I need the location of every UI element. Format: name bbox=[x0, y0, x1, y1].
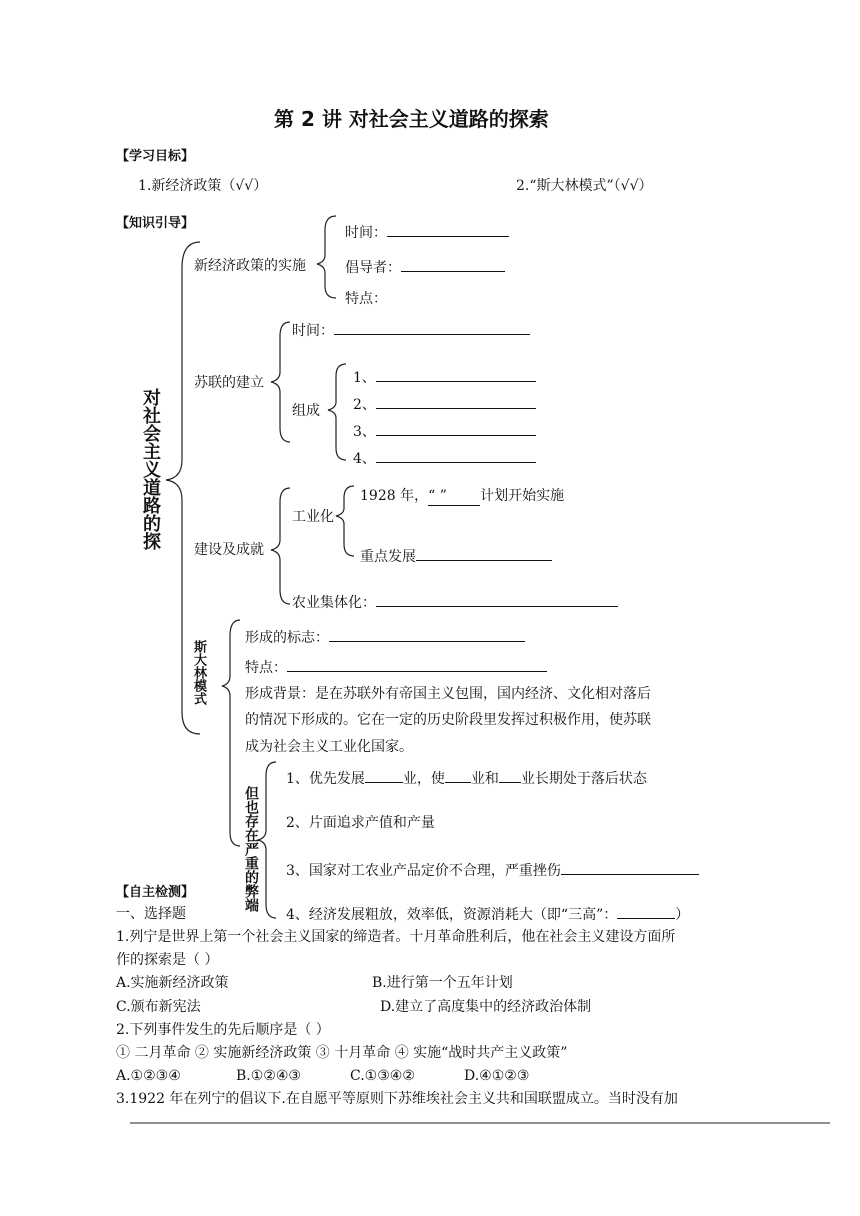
ussr-time bbox=[292, 320, 530, 340]
stalin-background-2: 的情况下形成的。它在一定的历史阶段里发挥过积极作用，使苏联 bbox=[245, 712, 651, 728]
ussr-item-2-num: 2、 bbox=[353, 397, 376, 413]
stalin-features-blank bbox=[287, 657, 547, 672]
plan-suffix: 计划开始实施 bbox=[480, 488, 565, 504]
ussr-label: 苏联的建立 bbox=[194, 375, 264, 391]
ussr-item-4 bbox=[353, 448, 536, 468]
section-multiple-choice: 一、选择题 bbox=[116, 906, 186, 922]
q1-option-c: C.颁布新宪法 bbox=[116, 999, 201, 1015]
agri-label: 农业集体化： bbox=[292, 595, 376, 611]
knowledge-guide-header: 【知识引导】 bbox=[116, 216, 195, 231]
nep-advocate bbox=[345, 257, 505, 277]
drawback-4-close: ） bbox=[675, 907, 690, 923]
q1-stem-line2: 作的探索是（ ） bbox=[116, 952, 219, 968]
q1-option-d: D.建立了高度集中的经济政治体制 bbox=[380, 999, 592, 1015]
stalin-model-label: 斯大林模式 bbox=[191, 640, 206, 705]
q2-stem: 2.下列事件发生的先后顺序是（ ） bbox=[116, 1022, 330, 1038]
drawbacks-label: 但也存在严重的弊端 bbox=[243, 786, 259, 912]
focus-blank bbox=[416, 546, 552, 561]
nep-time-blank bbox=[387, 222, 509, 237]
nep-advocate-label: 倡导者： bbox=[345, 260, 401, 276]
q2-option-a: A.①②③④ bbox=[116, 1068, 181, 1084]
learning-goals-header: 【学习目标】 bbox=[116, 149, 195, 164]
drawback-3 bbox=[286, 860, 699, 880]
nep-label: 新经济政策的实施 bbox=[194, 258, 306, 274]
construction-label: 建设及成就 bbox=[194, 542, 264, 558]
q2-option-d: D.④①②③ bbox=[464, 1068, 530, 1084]
ussr-item-3-blank bbox=[376, 421, 536, 436]
stalin-formation-blank bbox=[329, 627, 525, 642]
drawback-4-blank bbox=[617, 904, 675, 919]
industrialization-label: 工业化 bbox=[292, 509, 334, 525]
drawback-3-blank bbox=[561, 860, 699, 875]
drawback-2: 2、片面追求产值和产量 bbox=[286, 815, 435, 831]
learning-goal-2: 2.“斯大林模式”（√√） bbox=[516, 178, 653, 194]
ussr-item-2 bbox=[353, 394, 536, 414]
ussr-composition-label: 组成 bbox=[292, 403, 320, 419]
q2-option-c: C.①③④② bbox=[350, 1068, 415, 1084]
ussr-item-1 bbox=[353, 367, 536, 387]
ussr-item-3-num: 3、 bbox=[353, 424, 376, 440]
plan-year: 1928 年， bbox=[360, 488, 429, 504]
drawback-1-b: 业，使 bbox=[402, 771, 445, 787]
drawback-1-blank-1 bbox=[365, 768, 403, 783]
drawback-1 bbox=[286, 768, 647, 788]
nep-time-label: 时间： bbox=[345, 225, 387, 241]
focus-development bbox=[360, 546, 552, 566]
stalin-formation-label: 形成的标志： bbox=[245, 630, 329, 646]
ussr-item-1-num: 1、 bbox=[353, 370, 376, 386]
q2-events: ① 二月革命 ② 实施新经济政策 ③ 十月革命 ④ 实施“战时共产主义政策” bbox=[116, 1045, 568, 1061]
drawback-3-text: 3、国家对工农业产品定价不合理，严重挫伤 bbox=[286, 863, 561, 879]
ussr-item-4-blank bbox=[376, 448, 536, 463]
q1-stem-line1: 1.列宁是世界上第一个社会主义国家的缔造者。十月革命胜利后，他在社会主义建设方面所 bbox=[116, 929, 676, 945]
stalin-background-1: 形成背景：是在苏联外有帝国主义包围，国内经济、文化相对落后 bbox=[245, 686, 651, 702]
ussr-time-blank bbox=[334, 320, 530, 335]
drawback-1-a: 1、优先发展 bbox=[286, 771, 365, 787]
agri-blank bbox=[376, 592, 618, 607]
root-topic-label: 对社会主义道路的探 bbox=[140, 388, 161, 550]
agri-collectivization bbox=[292, 592, 618, 612]
ussr-time-label: 时间： bbox=[292, 323, 334, 339]
drawback-1-blank-3 bbox=[499, 768, 521, 783]
self-test-header: 【自主检测】 bbox=[116, 885, 195, 900]
drawback-4 bbox=[286, 904, 689, 924]
q2-option-b: B.①②④③ bbox=[236, 1068, 301, 1084]
stalin-features-label: 特点： bbox=[245, 660, 287, 676]
nep-advocate-blank bbox=[401, 257, 505, 272]
q1-option-b: B.进行第一个五年计划 bbox=[372, 975, 513, 991]
stalin-background-3: 成为社会主义工业化国家。 bbox=[245, 739, 413, 755]
stalin-features bbox=[245, 657, 547, 677]
q3-stem-line1: 3.1922 年在列宁的倡议下.在自愿平等原则下苏维埃社会主义共和国联盟成立。当时没有加 bbox=[116, 1091, 678, 1107]
plan-quote-blank: “ ” bbox=[428, 487, 480, 506]
drawback-1-c: 业和 bbox=[470, 771, 499, 787]
five-year-plan-line bbox=[360, 487, 564, 506]
ussr-item-1-blank bbox=[376, 367, 536, 382]
ussr-item-2-blank bbox=[376, 394, 536, 409]
focus-label: 重点发展 bbox=[360, 549, 416, 565]
stalin-formation bbox=[245, 627, 525, 647]
drawback-1-blank-2 bbox=[445, 768, 471, 783]
nep-features: 特点： bbox=[345, 291, 387, 307]
q1-option-a: A.实施新经济政策 bbox=[116, 975, 229, 991]
ussr-item-3 bbox=[353, 421, 536, 441]
ussr-item-4-num: 4、 bbox=[353, 451, 376, 467]
page-title: 第 2 讲 对社会主义道路的探索 bbox=[274, 107, 549, 131]
drawback-1-d: 业长期处于落后状态 bbox=[520, 771, 647, 787]
learning-goal-1: 1.新经济政策（√√） bbox=[138, 178, 268, 194]
drawback-4-text: 4、经济发展粗放，效率低，资源消耗大（即“三高”： bbox=[286, 907, 618, 923]
nep-time bbox=[345, 222, 509, 242]
